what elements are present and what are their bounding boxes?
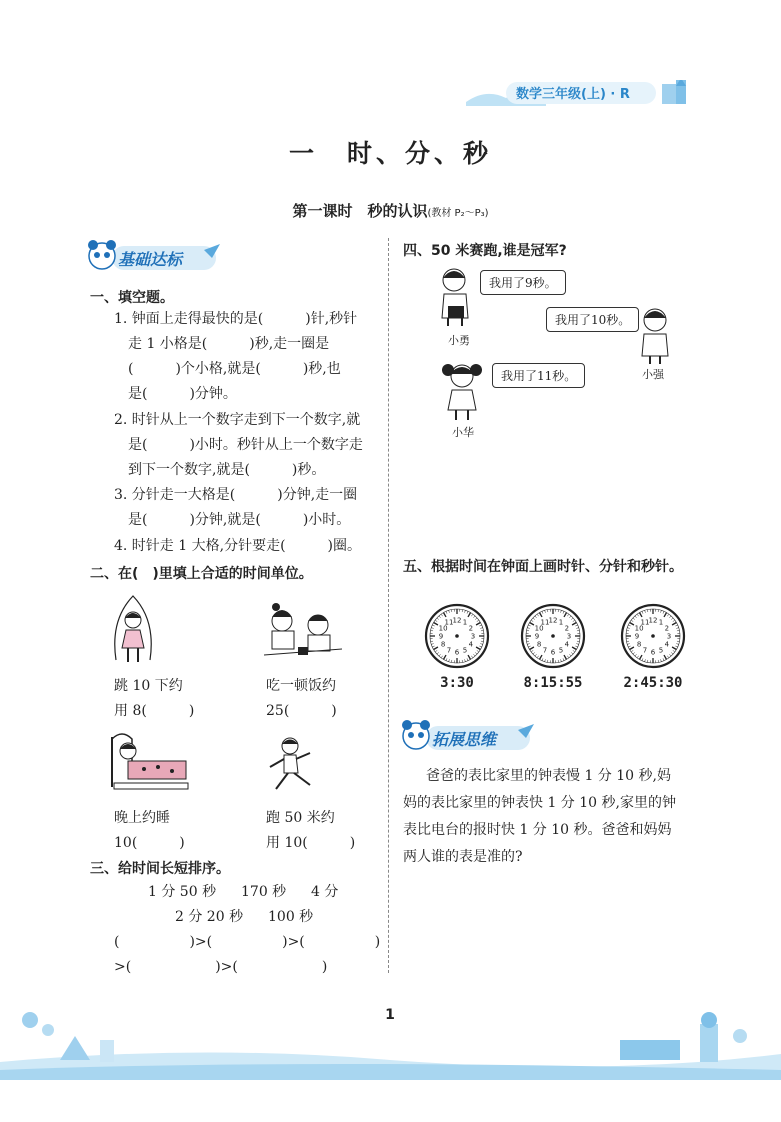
clock-face-1[interactable]: [424, 603, 490, 669]
sleeping-child-illustration: [108, 727, 190, 793]
svg-text:11: 11: [444, 618, 454, 627]
svg-text:1: 1: [462, 618, 468, 627]
kid-name-xiaohua: 小华: [452, 426, 474, 439]
jump-rope-girl-illustration: [108, 590, 158, 668]
clock-face-2[interactable]: [520, 603, 586, 669]
s2-item-4-b: 用 10( ): [266, 835, 356, 851]
svg-text:11: 11: [540, 618, 550, 627]
svg-text:3: 3: [566, 632, 572, 641]
section-3-title: 三、给时间长短排序。: [90, 861, 230, 877]
s1-line-9: 是( )分钟,就是( )小时。: [128, 512, 351, 528]
s3-order-blank-1: ( )>( )>( ): [114, 934, 381, 950]
s3-time-3: 4 分: [311, 884, 339, 900]
svg-text:12: 12: [648, 616, 658, 625]
s1-line-3: ( )个小格,就是( )秒,也: [128, 361, 341, 377]
s1-line-7: 到下一个数字,就是( )秒。: [128, 462, 326, 478]
svg-text:9: 9: [438, 632, 444, 641]
svg-text:5: 5: [658, 646, 664, 655]
svg-text:7: 7: [542, 646, 548, 655]
s3-order-blank-2: >( )>( ): [114, 959, 328, 975]
ext-line-1: 爸爸的表比家里的钟表慢 1 分 10 秒,妈: [426, 768, 671, 784]
lesson-ref: (教材 P₂～P₃): [427, 208, 489, 219]
section-5-title: 五、根据时间在钟面上画时针、分针和秒针。: [403, 559, 683, 575]
s3-time-2: 170 秒: [241, 884, 287, 900]
running-boy-illustration: [266, 737, 318, 797]
s2-item-2-b: 25( ): [266, 703, 337, 719]
column-divider: [388, 238, 389, 973]
ext-line-3: 表比电台的报时快 1 分 10 秒。爸爸和妈妈: [403, 822, 672, 838]
svg-text:2: 2: [564, 624, 570, 633]
series-label: 数学三年级(上) · R: [516, 87, 630, 102]
clock-time-label-3: 2:45:30: [623, 675, 683, 691]
svg-text:1: 1: [558, 618, 564, 627]
svg-text:3: 3: [470, 632, 476, 641]
unit-title: 一 时、分、秒: [288, 139, 492, 168]
section-1-title: 一、填空题。: [90, 290, 174, 306]
kid-xiaoyong-illustration: [434, 266, 478, 328]
ext-line-2: 妈的表比家里的钟表快 1 分 10 秒,家里的钟: [403, 795, 676, 811]
eating-kids-illustration: [264, 597, 342, 663]
s3-time-5: 100 秒: [268, 909, 314, 925]
svg-text:6: 6: [650, 648, 656, 657]
extension-badge-label: 拓展思维: [432, 730, 497, 749]
svg-text:5: 5: [558, 646, 564, 655]
svg-text:12: 12: [548, 616, 558, 625]
ext-line-4: 两人谁的表是准的?: [403, 849, 523, 865]
s1-line-4: 是( )分钟。: [128, 386, 237, 402]
svg-text:6: 6: [454, 648, 460, 657]
svg-text:3: 3: [666, 632, 672, 641]
svg-text:5: 5: [462, 646, 468, 655]
s2-item-2-a: 吃一顿饭约: [266, 678, 336, 694]
svg-text:9: 9: [534, 632, 540, 641]
s2-item-1-a: 跳 10 下约: [114, 678, 183, 694]
s1-line-8: 3. 分针走一大格是( )分钟,走一圈: [114, 487, 358, 503]
s3-time-4: 2 分 20 秒: [175, 909, 244, 925]
section-2-title: 二、在( )里填上合适的时间单位。: [90, 566, 313, 582]
kid-name-xiaoqiang: 小强: [642, 368, 664, 381]
kid-name-xiaoyong: 小勇: [448, 334, 470, 347]
svg-text:2: 2: [664, 624, 670, 633]
svg-text:10: 10: [634, 624, 644, 633]
svg-text:7: 7: [642, 646, 648, 655]
lesson-title: [0, 200, 781, 221]
svg-text:2: 2: [468, 624, 474, 633]
s3-time-1: 1 分 50 秒: [148, 884, 217, 900]
s1-line-10: 4. 时针走 1 大格,分针要走( )圈。: [114, 538, 361, 554]
s2-item-3-a: 晚上约睡: [114, 810, 170, 826]
svg-text:10: 10: [438, 624, 448, 633]
page-number: 1: [385, 1007, 395, 1023]
kid-xiaohua-illustration: [438, 360, 488, 422]
svg-text:4: 4: [468, 640, 474, 649]
svg-text:8: 8: [536, 640, 542, 649]
svg-text:6: 6: [550, 648, 556, 657]
kid-xiaoqiang-illustration: [634, 306, 676, 364]
svg-text:4: 4: [564, 640, 570, 649]
s2-item-3-b: 10( ): [114, 835, 185, 851]
clock-face-3[interactable]: [620, 603, 686, 669]
svg-text:11: 11: [640, 618, 650, 627]
svg-text:7: 7: [446, 646, 452, 655]
svg-text:12: 12: [452, 616, 462, 625]
section-4-title: 四、50 米赛跑,谁是冠军?: [403, 243, 567, 259]
speech-bubble-xiaoqiang: 我用了10秒。: [546, 307, 639, 332]
svg-text:10: 10: [534, 624, 544, 633]
clock-time-label-2: 8:15:55: [523, 675, 583, 691]
speech-bubble-xiaohua: 我用了11秒。: [492, 363, 585, 388]
basic-badge-label: 基础达标: [118, 250, 183, 269]
svg-text:4: 4: [664, 640, 670, 649]
svg-text:1: 1: [658, 618, 664, 627]
speech-bubble-xiaoyong: 我用了9秒。: [480, 270, 566, 295]
s2-item-4-a: 跑 50 米约: [266, 810, 335, 826]
s1-line-6: 是( )小时。秒针从上一个数字走: [128, 437, 363, 453]
clock-time-label-1: 3:30: [440, 675, 474, 691]
lesson-name: 第一课时 秒的认识: [292, 202, 428, 220]
s1-line-2: 走 1 小格是( )秒,走一圈是: [128, 336, 330, 352]
svg-text:8: 8: [636, 640, 642, 649]
s2-item-1-b: 用 8( ): [114, 703, 195, 719]
s1-line-5: 2. 时针从上一个数字走到下一个数字,就: [114, 412, 361, 428]
svg-text:8: 8: [440, 640, 446, 649]
s1-line-1: 1. 钟面上走得最快的是( )针,秒针: [114, 311, 358, 327]
svg-text:9: 9: [634, 632, 640, 641]
